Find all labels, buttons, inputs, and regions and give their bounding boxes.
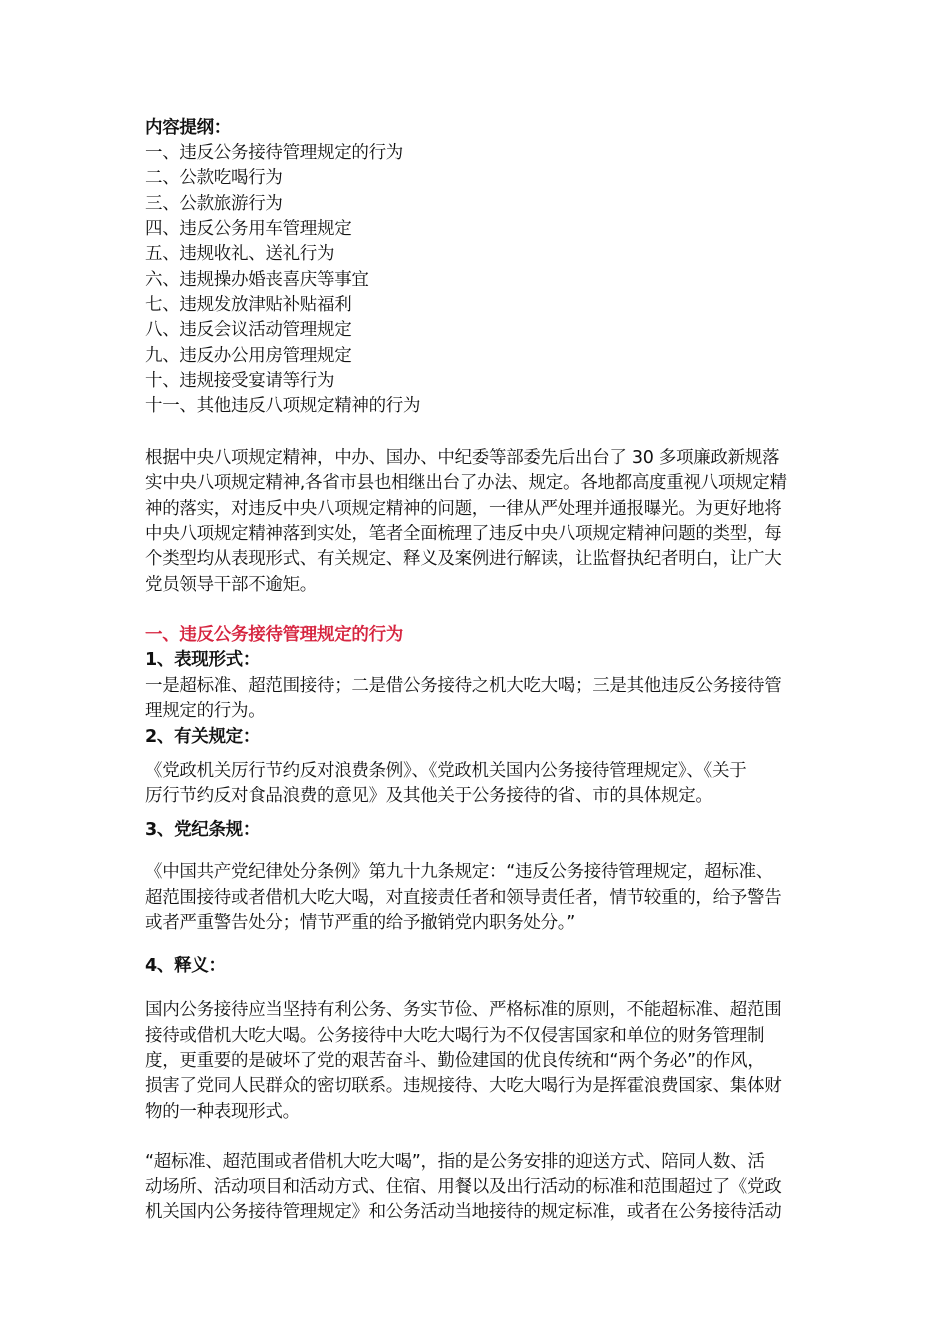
body-line: 损害了党同人民群众的密切联系。违规接待、大吃大喝行为是挥霍浪费国家、集体财 — [145, 1076, 782, 1096]
body-line: 一是超标准、超范围接待；二是借公务接待之机大吃大喝；三是其他违反公务接待管 — [145, 676, 782, 696]
outline-item: 二、公款吃喝行为 — [145, 168, 283, 188]
body-line: 《中国共产党纪律处分条例》第九十九条规定：“违反公务接待管理规定，超标准、 — [145, 862, 773, 882]
outline-item: 八、违反会议活动管理规定 — [145, 320, 352, 340]
subsection-title: 4、释义： — [145, 956, 226, 976]
outline-item: 四、违反公务用车管理规定 — [145, 219, 352, 239]
intro-line: 个类型均从表现形式、有关规定、释义及案例进行解读，让监督执纪者明白，让广大 — [145, 549, 782, 569]
outline-item: 一、违反公务接待管理规定的行为 — [145, 143, 403, 163]
subsection-title: 1、表现形式： — [145, 650, 261, 670]
outline-title: 内容提纲： — [145, 118, 231, 138]
subsection-title: 3、党纪条规： — [145, 820, 261, 840]
outline-item: 六、违规操办婚丧喜庆等事宜 — [145, 270, 369, 290]
intro-line: 党员领导干部不逾矩。 — [145, 575, 317, 595]
intro-line: 中央八项规定精神落到实处，笔者全面梳理了违反中央八项规定精神问题的类型，每 — [145, 524, 782, 544]
intro-line: 实中央八项规定精神,各省市县也相继出台了办法、规定。各地都高度重视八项规定精 — [145, 473, 787, 493]
body-line: 《党政机关厉行节约反对浪费条例》、《党政机关国内公务接待管理规定》、《关于 — [145, 761, 747, 781]
body-line: 物的一种表现形式。 — [145, 1102, 300, 1122]
outline-item: 七、违规发放津贴补贴福利 — [145, 295, 352, 315]
outline-item: 五、违规收礼、送礼行为 — [145, 244, 335, 264]
body-line: 机关国内公务接待管理规定》和公务活动当地接待的规定标准，或者在公务接待活动 — [145, 1202, 782, 1222]
intro-line: 根据中央八项规定精神，中办、国办、中纪委等部委先后出台了 30 多项廉政新规落 — [145, 448, 780, 468]
body-line: 接待或借机大吃大喝。公务接待中大吃大喝行为不仅侵害国家和单位的财务管理制 — [145, 1026, 765, 1046]
body-line: “超标准、超范围或者借机大吃大喝”，指的是公务安排的迎送方式、陪同人数、活 — [145, 1152, 765, 1172]
subsection-title: 2、有关规定： — [145, 727, 261, 747]
body-line: 或者严重警告处分；情节严重的给予撤销党内职务处分。” — [145, 913, 576, 933]
section-heading: 一、违反公务接待管理规定的行为 — [145, 625, 403, 645]
outline-item: 九、违反办公用房管理规定 — [145, 346, 352, 366]
body-line: 厉行节约反对食品浪费的意见》及其他关于公务接待的省、市的具体规定。 — [145, 786, 713, 806]
outline-item: 三、公款旅游行为 — [145, 194, 283, 214]
outline-item: 十一、其他违反八项规定精神的行为 — [145, 396, 421, 416]
body-line: 理规定的行为。 — [145, 701, 266, 721]
body-line: 超范围接待或者借机大吃大喝，对直接责任者和领导责任者，情节较重的，给予警告 — [145, 888, 782, 908]
outline-item: 十、违规接受宴请等行为 — [145, 371, 335, 391]
intro-line: 神的落实，对违反中央八项规定精神的问题，一律从严处理并通报曝光。为更好地将 — [145, 499, 782, 519]
body-line: 动场所、活动项目和活动方式、住宿、用餐以及出行活动的标准和范围超过了《党政 — [145, 1177, 782, 1197]
body-line: 度，更重要的是破坏了党的艰苦奋斗、勤俭建国的优良传统和“两个务必”的作风， — [145, 1051, 765, 1071]
body-line: 国内公务接待应当坚持有利公务、务实节俭、严格标准的原则，不能超标准、超范围 — [145, 1000, 782, 1020]
